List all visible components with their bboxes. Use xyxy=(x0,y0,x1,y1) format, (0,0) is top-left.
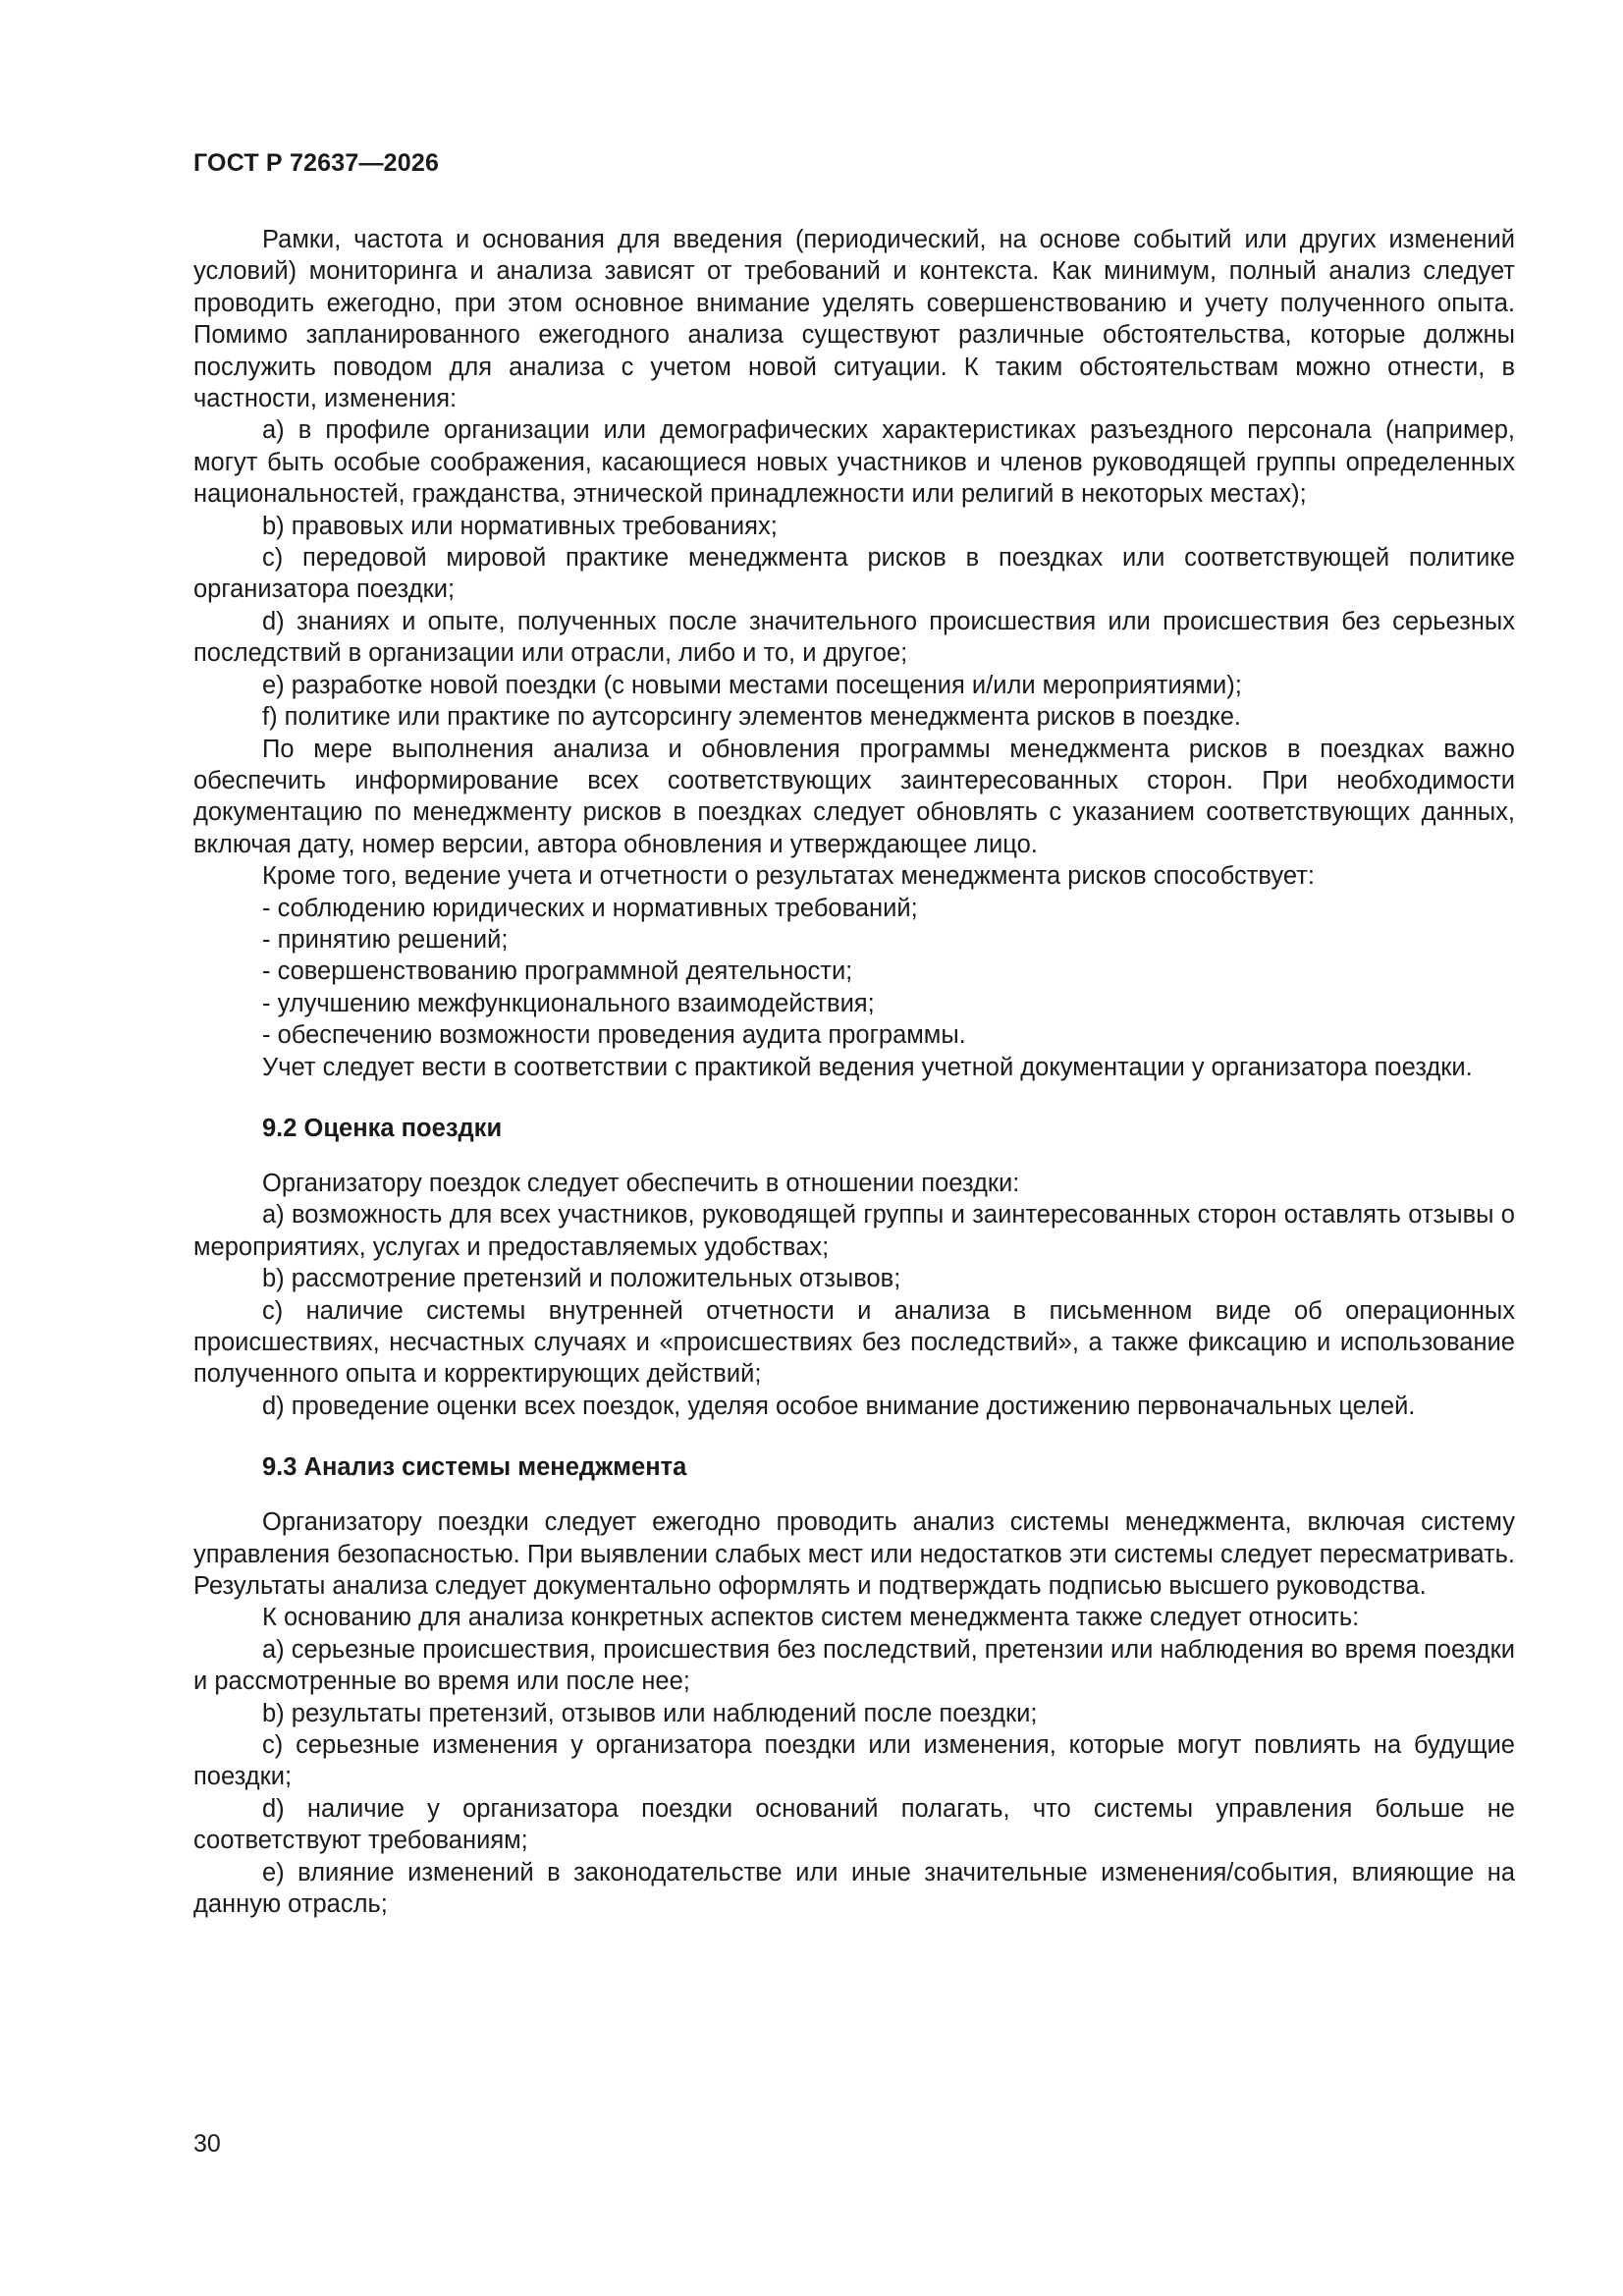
paragraph: Рамки, частота и основания для введения (периодический, на основе событий или других изменений условий) мониторинга и анализа зависят от требований и контекста. Как минимум, полный анализ следует проводить ежегодно, при этом основное внимание уделять совершенствованию и учету полученного опыта. Помимо запланированного ежегодного анализа существуют различные обстоятельства, которые должны послужить поводом для анализа с учетом новой ситуации. К таким обстоятельствам можно отнести, в частности, изменения: xyxy=(193,226,1515,413)
list-item: d) наличие у организатора поездки оснований полагать, что системы управления больше не соответствуют требованиям; xyxy=(193,1794,1515,1855)
list-item: e) влияние изменений в законодательстве или иные значительные изменения/события, влияющие на данную отрасль; xyxy=(193,1858,1515,1919)
list-item: d) проведение оценки всех поездок, уделяя особое внимание достижению первоначальных целей. xyxy=(262,1392,1416,1420)
paragraph: Учет следует вести в соответствии с практикой ведения учетной документации у организатора поездки. xyxy=(262,1053,1473,1081)
section-heading-9-3: 9.3 Анализ системы менеджмента xyxy=(262,1453,687,1482)
paragraph: Кроме того, ведение учета и отчетности о результатах менеджмента рисков способствует: xyxy=(262,862,1315,891)
page-number: 30 xyxy=(193,2130,221,2158)
dash-list-item: - принятию решений; xyxy=(262,925,509,954)
dash-list-item: - совершенствованию программной деятельности; xyxy=(262,957,853,986)
list-item: a) серьезные происшествия, происшествия без последствий, претензии или наблюдения во время поездки и рассмотренные во время или после нее; xyxy=(193,1635,1515,1696)
list-item: c) серьезные изменения у организатора поездки или изменения, которые могут повлиять на будущие поездки; xyxy=(193,1731,1515,1791)
list-item: d) знаниях и опыте, полученных после значительного происшествия или происшествия без серьезных последствий в организации или отрасли, либо и то, и другое; xyxy=(193,607,1515,668)
list-item: b) рассмотрение претензий и положительных отзывов; xyxy=(262,1265,901,1293)
paragraph: Организатору поездок следует обеспечить в отношении поездки: xyxy=(262,1169,1020,1197)
document-body xyxy=(193,224,1515,1921)
dash-list-item: - соблюдению юридических и нормативных требований; xyxy=(262,894,918,922)
paragraph: Организатору поездки следует ежегодно проводить анализ системы менеджмента, включая систему управления безопасностью. При выявлении слабых мест или недостатков эти системы следует пересматривать. Результаты анализа следует документально оформлять и подтверждать подписью высшего руководства. xyxy=(193,1508,1515,1601)
list-item: f) политике или практике по аутсорсингу элементов менеджмента рисков в поездке. xyxy=(262,703,1241,732)
document-header: ГОСТ Р 72637—2026 xyxy=(193,149,440,177)
list-item: c) наличие системы внутренней отчетности и анализа в письменном виде об операционных происшествиях, несчастных случаях и «происшествиях без последствий», а также фиксацию и использование полученного опыта и корректирующих действий; xyxy=(193,1296,1515,1389)
dash-list-item: - обеспечению возможности проведения аудита программы. xyxy=(262,1021,966,1050)
paragraph: К основанию для анализа конкретных аспектов систем менеджмента также следует относить: xyxy=(262,1604,1360,1632)
list-item: a) в профиле организации или демографических характеристиках разъездного персонала (например, могут быть особые соображения, касающиеся новых участников и членов руководящей группы определенных национальностей, гражданства, этнической принадлежности или религий в некоторых местах); xyxy=(193,416,1515,509)
list-item: e) разработке новой поездки (с новыми местами посещения и/или мероприятиями); xyxy=(262,671,1242,699)
paragraph: По мере выполнения анализа и обновления программы менеджмента рисков в поездках важно обеспечить информирование всех соответствующих заинтересованных сторон. При необходимости документацию по менеджменту рисков в поездках следует обновлять с указанием соответствующих данных, включая дату, номер версии, автора обновления и утверждающее лицо. xyxy=(193,735,1515,858)
section-heading-9-2: 9.2 Оценка поездки xyxy=(262,1114,503,1142)
list-item: c) передовой мировой практике менеджмента рисков в поездках или соответствующей политике организатора поездки; xyxy=(193,544,1515,604)
dash-list-item: - улучшению межфункционального взаимодействия; xyxy=(262,989,875,1017)
list-item: b) результаты претензий, отзывов или наблюдений после поездки; xyxy=(262,1699,1038,1727)
list-item: b) правовых или нормативных требованиях; xyxy=(262,512,778,540)
list-item: a) возможность для всех участников, руководящей группы и заинтересованных сторон оставлять отзывы о мероприятиях, услугах и предоставляемых удобствах; xyxy=(193,1201,1515,1261)
